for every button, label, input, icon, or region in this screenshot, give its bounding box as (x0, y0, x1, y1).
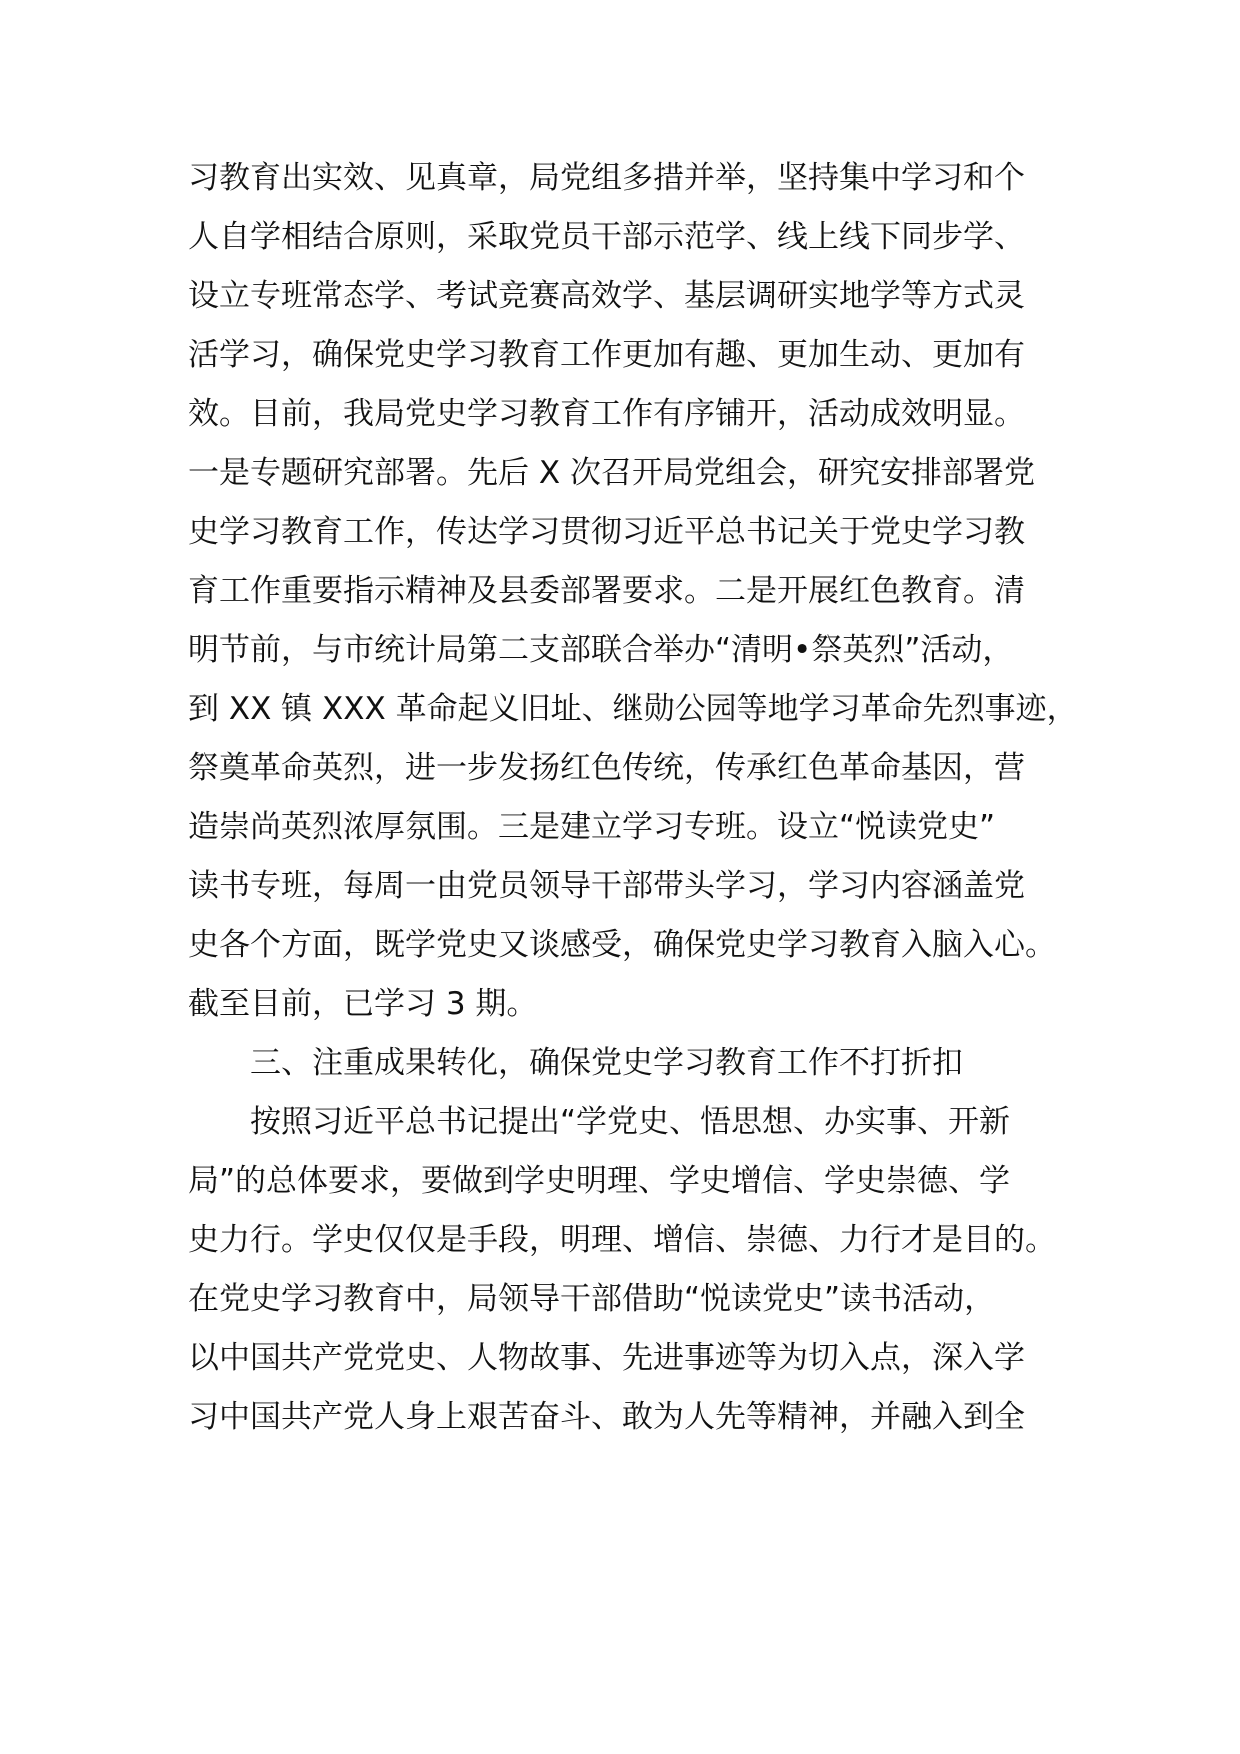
text-line-17: 按照习近平总书记提出“学党史、悟思想、办实事、开新 (250, 1104, 1011, 1140)
text-line-20: 在党史学习教育中，局领导干部借助“悦读党史”读书活动， (188, 1281, 996, 1317)
text-line-2: 人自学相结合原则，采取党员干部示范学、线上线下同步学、 (188, 219, 1025, 255)
text-line-6: 一是专题研究部署。先后 X 次召开局党组会，研究安排部署党 (188, 455, 1035, 491)
text-line-8: 育工作重要指示精神及县委部署要求。二是开展红色教育。清 (188, 573, 1025, 609)
text-line-5: 效。目前，我局党史学习教育工作有序铺开，活动成效明显。 (188, 396, 1025, 432)
text-line-10: 到 XX 镇 XXX 革命起义旧址、继勋公园等地学习革命先烈事迹， (188, 691, 1078, 727)
section-heading: 三、注重成果转化，确保党史学习教育工作不打折扣 (250, 1045, 963, 1081)
text-line-22: 习中国共产党人身上艰苦奋斗、敢为人先等精神，并融入到全 (188, 1399, 1025, 1435)
text-line-4: 活学习，确保党史学习教育工作更加有趣、更加生动、更加有 (188, 337, 1025, 373)
text-line-19: 史力行。学史仅仅是手段，明理、增信、崇德、力行才是目的。 (188, 1222, 1056, 1258)
text-line-11: 祭奠革命英烈，进一步发扬红色传统，传承红色革命基因，营 (188, 750, 1025, 786)
text-line-9: 明节前，与市统计局第二支部联合举办“清明•祭英烈”活动， (188, 632, 1014, 668)
text-line-7: 史学习教育工作，传达学习贯彻习近平总书记关于党史学习教 (188, 514, 1025, 550)
text-line-18: 局”的总体要求，要做到学史明理、学史增信、学史崇德、学 (188, 1163, 1011, 1199)
text-line-1: 习教育出实效、见真章，局党组多措并举，坚持集中学习和个 (188, 160, 1025, 196)
text-line-3: 设立专班常态学、考试竞赛高效学、基层调研实地学等方式灵 (188, 278, 1025, 314)
text-line-15: 截至目前，已学习 3 期。 (188, 986, 538, 1022)
text-line-13: 读书专班，每周一由党员领导干部带头学习，学习内容涵盖党 (188, 868, 1025, 904)
text-line-14: 史各个方面，既学党史又谈感受，确保党史学习教育入脑入心。 (188, 927, 1056, 963)
text-line-12: 造崇尚英烈浓厚氛围。三是建立学习专班。设立“悦读党史” (188, 809, 996, 845)
text-line-21: 以中国共产党党史、人物故事、先进事迹等为切入点，深入学 (188, 1340, 1025, 1376)
